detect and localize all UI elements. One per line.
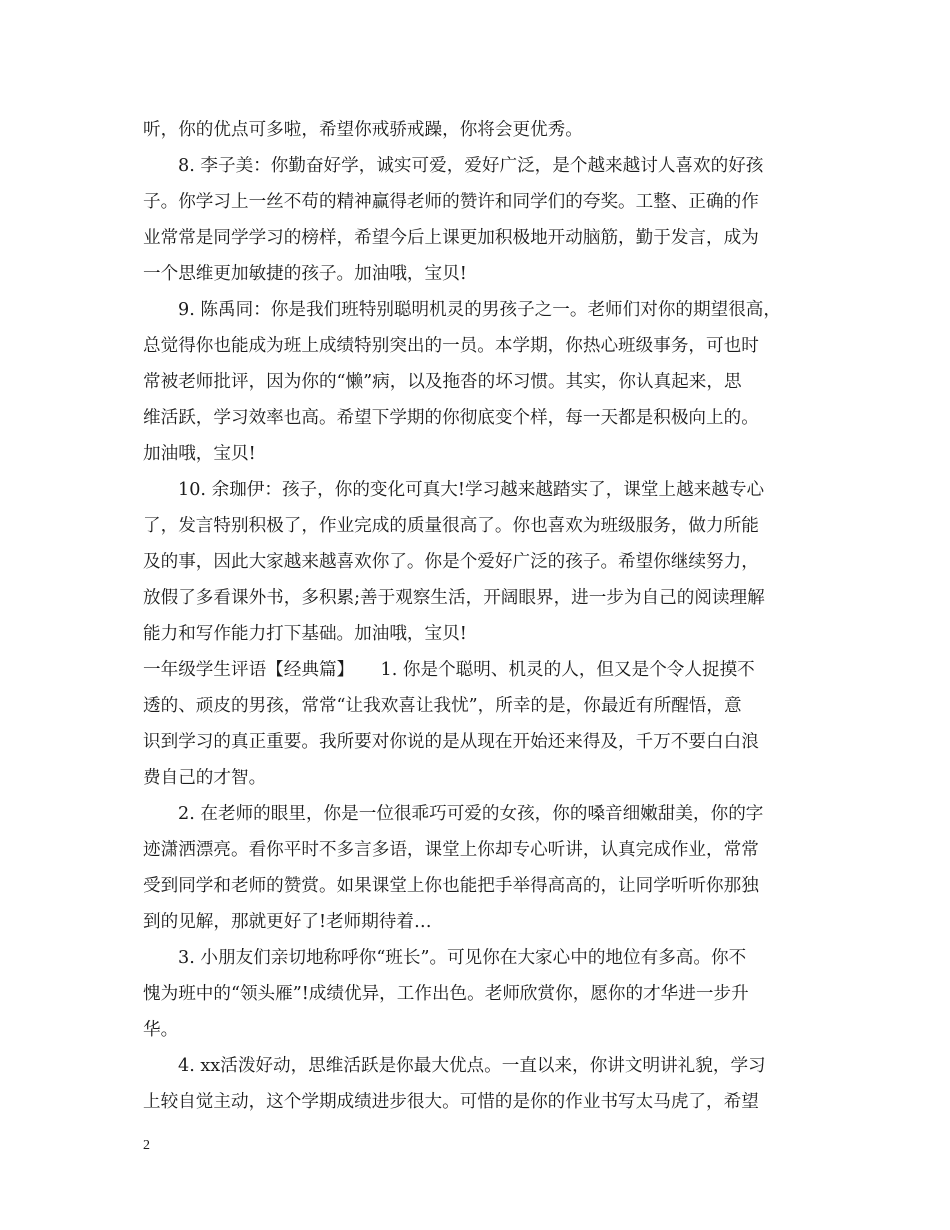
text-line: 了，发言特别积极了，作业完成的质量很高了。你也喜欢为班级服务，做力所能 — [143, 516, 759, 536]
text-line: 10. 余珈伊：孩子，你的变化可真大!学习越来越踏实了，课堂上越来越专心 — [178, 480, 765, 500]
text-line: 愧为班中的“领头雁”!成绩优异，工作出色。老师欣赏你，愿你的才华进一步升 — [143, 984, 749, 1004]
text-line: 识到学习的真正重要。我所要对你说的是从现在开始还来得及，千万不要白白浪 — [143, 732, 759, 752]
text-line: 一个思维更加敏捷的孩子。加油哦，宝贝! — [143, 264, 467, 284]
section-heading-line: 一年级学生评语【经典篇】 1. 你是个聪明、机灵的人，但又是个令人捉摸不 — [143, 660, 755, 680]
text-line: 听，你的优点可多啦，希望你戒骄戒躁，你将会更优秀。 — [143, 120, 583, 140]
text-line: 业常常是同学学习的榜样，希望今后上课更加积极地开动脑筋，勤于发言，成为 — [143, 228, 759, 248]
document-body — [143, 112, 823, 1120]
page-number: 2 — [143, 1138, 150, 1153]
text-line: 华。 — [143, 1020, 179, 1040]
text-line: 维活跃，学习效率也高。希望下学期的你彻底变个样，每一天都是积极向上的。 — [143, 408, 759, 428]
text-line: 加油哦，宝贝! — [143, 444, 256, 464]
text-line: 子。你学习上一丝不苟的精神赢得老师的赞许和同学们的夸奖。工整、正确的作 — [143, 192, 759, 212]
text-line: 透的、顽皮的男孩，常常“让我欢喜让我忧”，所幸的是，你最近有所醒悟，意 — [143, 696, 742, 716]
text-line: 常被老师批评，因为你的“懒”病，以及拖沓的坏习惯。其实，你认真起来，思 — [143, 372, 742, 392]
text-line: 2. 在老师的眼里，你是一位很乖巧可爱的女孩，你的嗓音细嫩甜美，你的字 — [178, 804, 764, 824]
text-line: 上较自觉主动，这个学期成绩进步很大。可惜的是你的作业书写太马虎了，希望 — [143, 1092, 759, 1112]
text-line: 费自己的才智。 — [143, 768, 267, 788]
text-line: 及的事，因此大家越来越喜欢你了。你是个爱好广泛的孩子。希望你继续努力， — [143, 552, 759, 572]
text-line: 放假了多看课外书，多积累;善于观察生活，开阔眼界，进一步为自己的阅读理解 — [143, 588, 765, 608]
text-line: 4. xx活泼好动，思维活跃是你最大优点。一直以来，你讲文明讲礼貌，学习 — [178, 1056, 766, 1076]
text-line: 受到同学和老师的赞赏。如果课堂上你也能把手举得高高的，让同学听听你那独 — [143, 876, 759, 896]
text-line: 3. 小朋友们亲切地称呼你“班长”。可见你在大家心中的地位有多高。你不 — [178, 948, 747, 968]
text-line: 总觉得你也能成为班上成绩特别突出的一员。本学期，你热心班级事务，可也时 — [143, 336, 759, 356]
text-line: 到的见解，那就更好了!老师期待着… — [143, 912, 432, 932]
text-line: 9. 陈禹同：你是我们班特别聪明机灵的男孩子之一。老师们对你的期望很高， — [178, 300, 781, 320]
text-line: 能力和写作能力打下基础。加油哦，宝贝! — [143, 624, 467, 644]
text-line: 8. 李子美：你勤奋好学，诚实可爱，爱好广泛，是个越来越讨人喜欢的好孩 — [178, 156, 764, 176]
text-line: 迹潇洒漂亮。看你平时不多言多语，课堂上你却专心听讲，认真完成作业，常常 — [143, 840, 759, 860]
